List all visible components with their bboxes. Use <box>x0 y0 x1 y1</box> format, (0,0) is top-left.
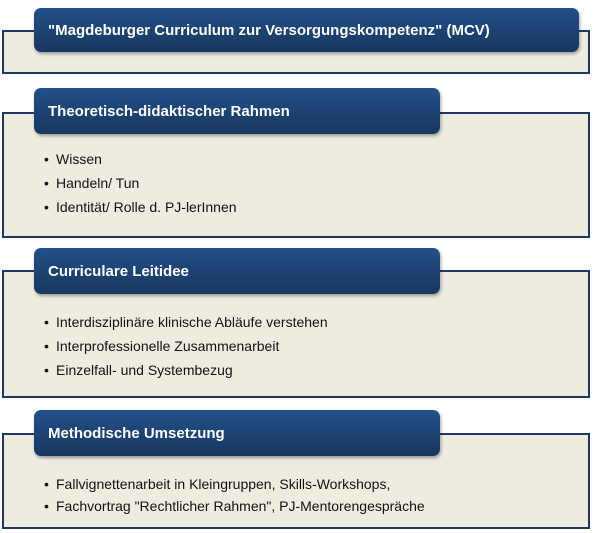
section-2-title-text: Theoretisch-didaktischer Rahmen <box>48 102 290 120</box>
section-4-list <box>44 473 425 517</box>
section-1-title <box>34 8 579 52</box>
section-4-title-text: Methodische Umsetzung <box>48 424 225 442</box>
section-3-list <box>44 310 328 382</box>
section-2-list <box>44 147 237 219</box>
list-item: • Fallvignettenarbeit in Kleingruppen, Skills-Workshops, <box>44 473 425 495</box>
section-4-title <box>34 410 440 456</box>
list-item: • Einzelfall- und Systembezug <box>44 358 328 382</box>
section-3-title <box>34 248 440 294</box>
list-item: • Identität/ Rolle d. PJ-lerInnen <box>44 195 237 219</box>
list-item-continuation <box>44 495 425 517</box>
list-item: • Interprofessionelle Zusammenarbeit <box>44 334 328 358</box>
list-item: • Interdisziplinäre klinische Abläufe verstehen <box>44 310 328 334</box>
section-1-title-text: "Magdeburger Curriculum zur Versorgungskompetenz" (MCV) <box>48 21 490 39</box>
section-2-title <box>34 88 440 134</box>
section-3-title-text: Curriculare Leitidee <box>48 262 189 280</box>
list-item-continuation-text: Fachvortrag "Rechtlicher Rahmen", PJ-Mentorengespräche <box>56 498 425 514</box>
list-item: • Wissen <box>44 147 237 171</box>
list-item: • Handeln/ Tun <box>44 171 237 195</box>
